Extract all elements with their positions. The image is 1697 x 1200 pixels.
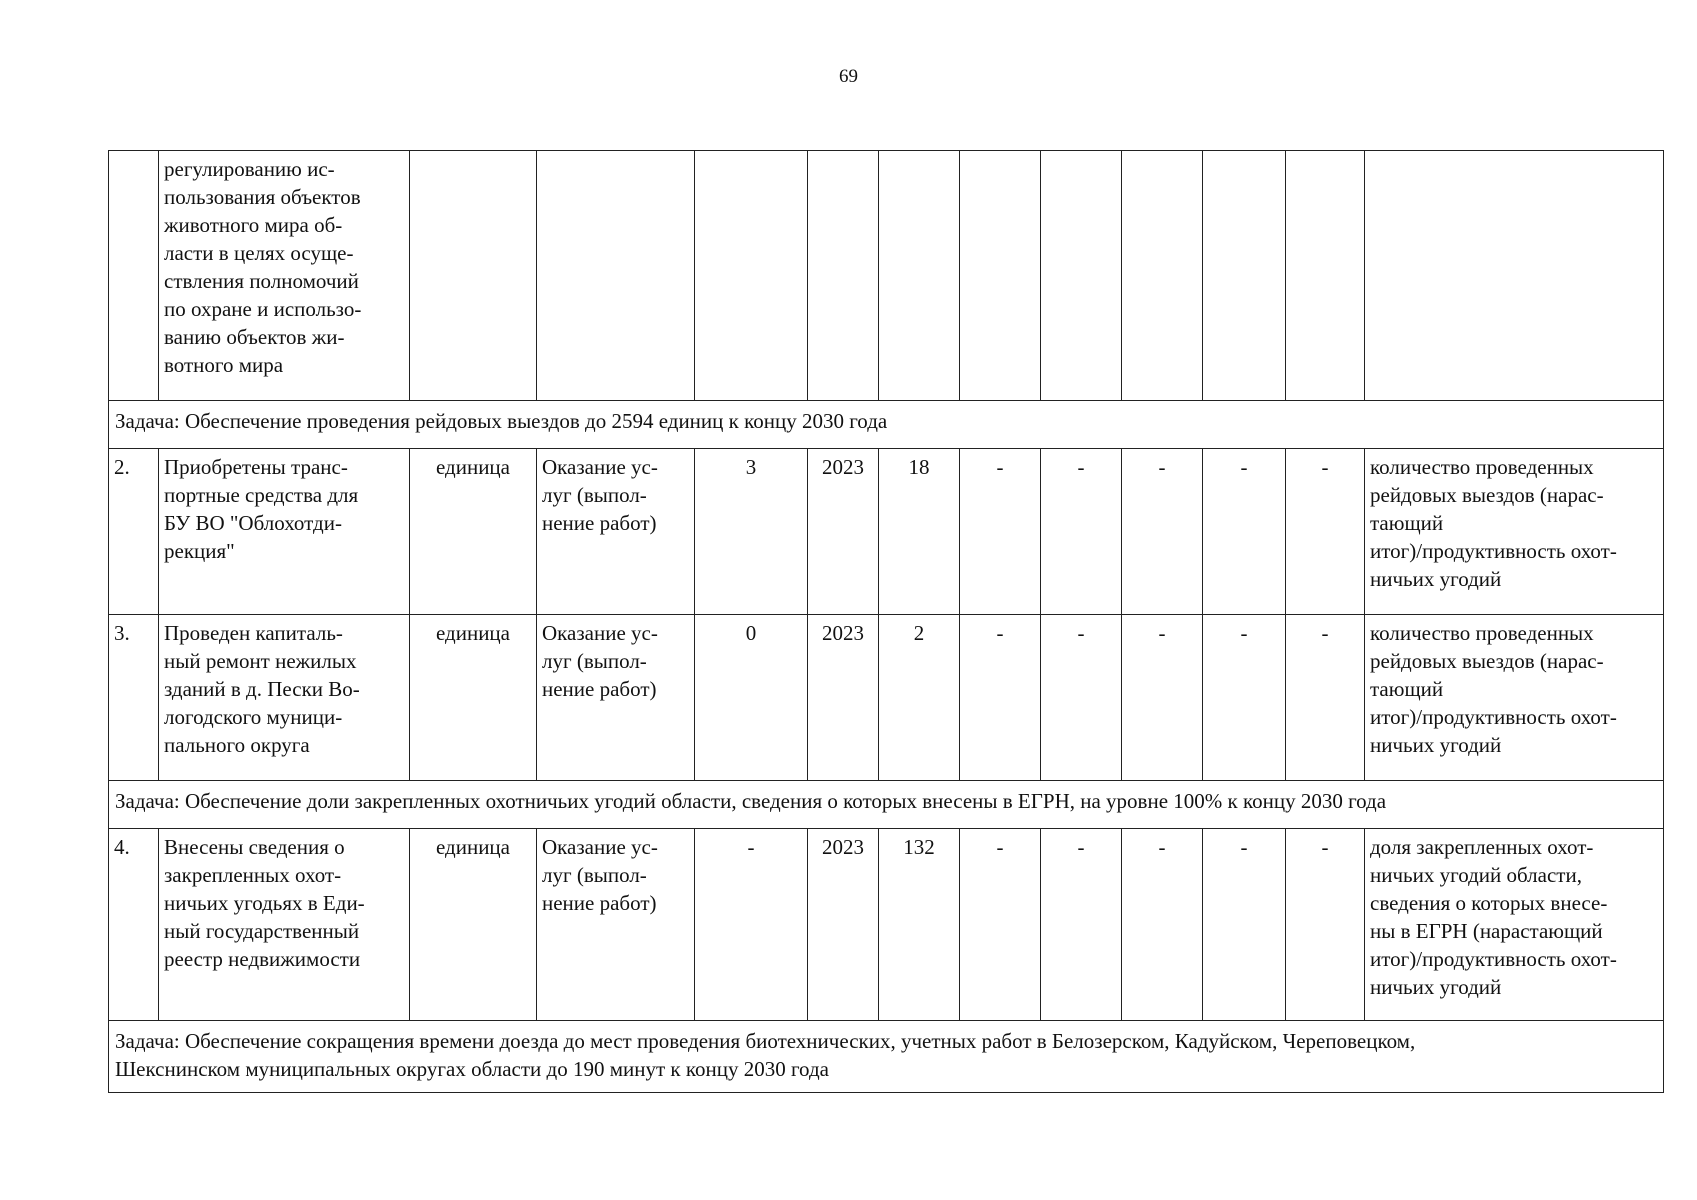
cell-value: - (1041, 615, 1122, 781)
cell-value: - (1041, 829, 1122, 1021)
task-text: Задача: Обеспечение проведения рейдовых выездов до 2594 единиц к концу 2030 года (109, 401, 1664, 449)
cell-num (109, 151, 159, 401)
task-row (109, 1021, 1664, 1093)
cell-value: - (1286, 449, 1365, 615)
cell-value: 18 (879, 449, 960, 615)
cell-value: - (960, 829, 1041, 1021)
table-row-continued (109, 151, 1664, 401)
table-row (109, 829, 1664, 1021)
table-row (109, 615, 1664, 781)
cell-indicator: доля закрепленных охот- ничьих угодий области, сведения о которых внесе- ны в ЕГРН (нарастающий итог)/продуктивность охот- ничьих угодий (1365, 829, 1664, 1021)
cell-value: - (1203, 829, 1286, 1021)
cell-value: - (1203, 615, 1286, 781)
cell-indicator: количество проведенных рейдовых выездов (нарас- тающий итог)/продуктивность охот- ничьих угодий (1365, 449, 1664, 615)
results-table (108, 150, 1664, 1093)
cell-value: 2 (879, 615, 960, 781)
cell-unit: единица (410, 615, 537, 781)
table-row (109, 449, 1664, 615)
cell-num: 4. (109, 829, 159, 1021)
task-text: Задача: Обеспечение доли закрепленных охотничьих угодий области, сведения о которых внесены в ЕГРН, на уровне 100% к концу 2030 года (109, 781, 1664, 829)
cell-value: - (1286, 829, 1365, 1021)
cell-value: - (1041, 449, 1122, 615)
cell-value: 132 (879, 829, 960, 1021)
cell-indicator: количество проведенных рейдовых выездов (нарас- тающий итог)/продуктивность охот- ничьих угодий (1365, 615, 1664, 781)
cell-value: - (1286, 615, 1365, 781)
cell-value: - (1122, 829, 1203, 1021)
cell-num: 3. (109, 615, 159, 781)
cell-name: регулированию ис- пользования объектов животного мира об- ласти в целях осуще- ствления полномочий по охране и использо- ванию объектов жи- вотного мира (159, 151, 410, 401)
cell-value: - (960, 449, 1041, 615)
cell-base: 3 (695, 449, 808, 615)
page-number: 69 (839, 66, 858, 87)
cell-type: Оказание ус- луг (выпол- нение работ) (537, 615, 695, 781)
cell-num: 2. (109, 449, 159, 615)
task-row (109, 781, 1664, 829)
cell-type: Оказание ус- луг (выпол- нение работ) (537, 449, 695, 615)
cell-unit: единица (410, 449, 537, 615)
cell-value: - (1122, 615, 1203, 781)
task-text: Задача: Обеспечение сокращения времени доезда до мест проведения биотехнических, учетных работ в Белозерском, Кадуйском, Череповецком, Шекснинском муниципальных округах области до 190 минут к концу 2030 года (109, 1021, 1664, 1093)
cell-base: - (695, 829, 808, 1021)
cell-value: - (1203, 449, 1286, 615)
cell-year: 2023 (808, 829, 879, 1021)
cell-name: Проведен капиталь- ный ремонт нежилых зданий в д. Пески Во- логодского муници- пального округа (159, 615, 410, 781)
cell-value: - (1122, 449, 1203, 615)
cell-name: Приобретены транс- портные средства для БУ ВО "Облохотди- рекция" (159, 449, 410, 615)
cell-year: 2023 (808, 615, 879, 781)
cell-type: Оказание ус- луг (выпол- нение работ) (537, 829, 695, 1021)
task-row (109, 401, 1664, 449)
cell-name: Внесены сведения о закрепленных охот- ничьих угодьях в Еди- ный государственный реестр недвижимости (159, 829, 410, 1021)
cell-unit: единица (410, 829, 537, 1021)
cell-year: 2023 (808, 449, 879, 615)
cell-base: 0 (695, 615, 808, 781)
cell-value: - (960, 615, 1041, 781)
